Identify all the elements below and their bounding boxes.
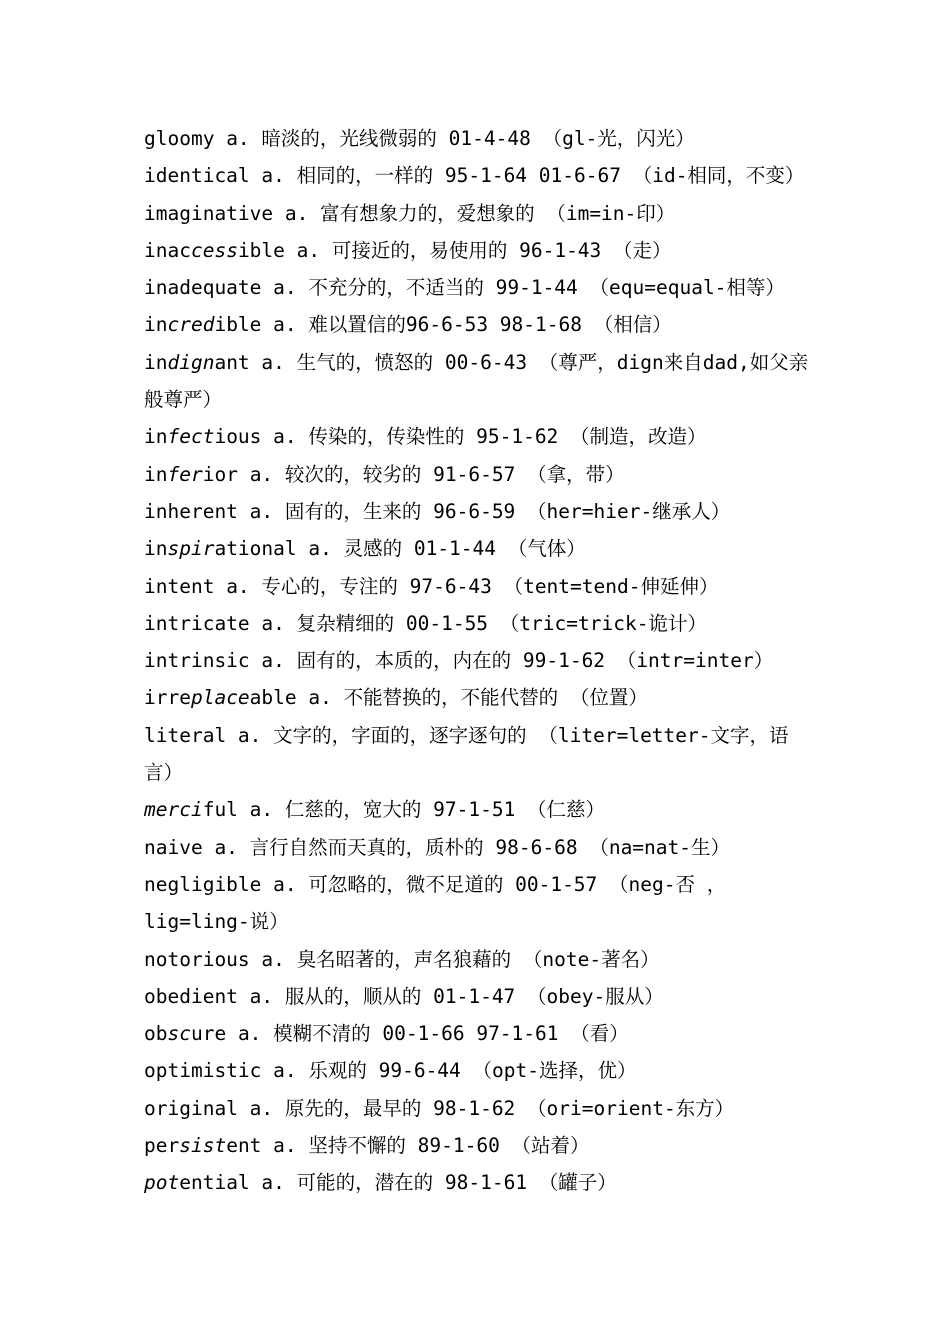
word-root: dign <box>167 350 215 374</box>
word-root: cred <box>167 313 215 337</box>
entry-definition: a. 固有的，生来的 96-6-59 （her=hier-继承人） <box>237 499 731 523</box>
word-suffix: inadequate <box>144 276 262 300</box>
word-suffix: intricate <box>144 611 250 635</box>
vocab-entry <box>144 1015 816 1052</box>
vocab-entry <box>144 306 816 343</box>
entry-definition: a. 暗淡的，光线微弱的 01-4-48 （gl-光，闪光） <box>214 127 695 150</box>
entry-definition: a. 可能的，潜在的 98-1-61 （罐子） <box>249 1171 617 1195</box>
entry-word <box>144 985 238 1008</box>
entry-word <box>144 724 226 747</box>
word-suffix: ential <box>179 1171 250 1195</box>
word-root: merci <box>144 798 203 822</box>
entry-word <box>144 463 238 486</box>
vocab-entry <box>144 1127 816 1164</box>
entry-word <box>144 164 250 187</box>
vocab-entry <box>144 642 816 679</box>
entry-word <box>144 537 297 560</box>
vocab-entry <box>144 232 816 269</box>
entry-definition: a. 固有的，本质的，内在的 99-1-62 （intr=inter） <box>249 649 774 673</box>
word-suffix: able <box>249 686 297 710</box>
entry-definition: a. 可忽略的，微不足道的 00-1-57 （neg-否 ，lig=ling-说） <box>144 872 727 934</box>
word-suffix: ior <box>202 462 238 486</box>
vocab-entry <box>144 568 816 605</box>
vocab-entry <box>144 605 816 642</box>
entry-word <box>144 798 238 821</box>
vocab-entry <box>144 941 816 978</box>
entry-word <box>144 1134 261 1157</box>
word-root: fer <box>167 462 203 486</box>
word-suffix: ible <box>237 238 285 262</box>
word-suffix: notorious <box>144 947 250 971</box>
vocab-entry <box>144 679 816 716</box>
entry-word <box>144 948 250 971</box>
entry-word <box>144 276 261 299</box>
word-root: sc <box>167 1022 191 1046</box>
entry-word <box>144 351 250 374</box>
word-prefix: in <box>144 313 168 337</box>
word-suffix: ent <box>226 1134 262 1158</box>
entry-word <box>144 1022 226 1045</box>
entry-definition: a. 原先的，最早的 98-1-62 （ori=orient-东方） <box>237 1096 735 1120</box>
word-suffix: inherent <box>144 499 238 523</box>
word-prefix: in <box>144 462 168 486</box>
word-suffix: ful <box>202 798 238 822</box>
word-suffix: original <box>144 1096 238 1120</box>
entry-word <box>144 836 203 859</box>
word-suffix: ant <box>214 350 250 374</box>
word-suffix: ious <box>214 425 262 449</box>
entry-definition: a. 服从的，顺从的 01-1-47 （obey-服从） <box>237 984 664 1008</box>
word-suffix: intent <box>144 574 215 598</box>
entry-definition: a. 臭名昭著的，声名狼藉的 （note-著名） <box>249 947 660 971</box>
entry-definition: a. 灵感的 01-1-44 （气体） <box>296 537 586 561</box>
word-prefix: in <box>144 350 168 374</box>
entry-definition: a. 可接近的，易使用的 96-1-43 （走） <box>284 238 672 262</box>
entry-definition: a. 不充分的，不适当的 99-1-44 （equ=equal-相等） <box>261 276 785 300</box>
entry-definition: a. 不能替换的，不能代替的 （位置） <box>296 686 648 710</box>
word-suffix: ure <box>190 1022 227 1046</box>
entry-word <box>144 313 261 336</box>
word-suffix: imaginative <box>144 201 274 225</box>
word-prefix: per <box>144 1134 180 1158</box>
entry-word <box>144 873 261 896</box>
word-suffix: gloomy <box>144 127 215 150</box>
vocab-entry <box>144 120 816 157</box>
entry-word <box>144 500 238 523</box>
word-root: spir <box>167 537 215 561</box>
entry-definition: a. 较次的，较劣的 91-6-57 （拿，带） <box>237 462 625 486</box>
vocab-entry <box>144 456 816 493</box>
entry-word <box>144 575 214 598</box>
word-suffix: intrinsic <box>144 649 250 673</box>
entry-definition: a. 仁慈的，宽大的 97-1-51 （仁慈） <box>237 798 606 822</box>
word-suffix: literal <box>144 723 227 747</box>
word-prefix: ob <box>144 1022 168 1046</box>
word-root: sist <box>179 1134 227 1158</box>
entry-word <box>144 127 214 150</box>
entry-definition: a. 富有想象力的，爱想象的 （im=in-印） <box>273 201 676 225</box>
entry-word <box>144 649 250 672</box>
vocab-entry <box>144 717 816 792</box>
entry-word <box>144 425 261 448</box>
vocab-entry <box>144 791 816 828</box>
vocab-entry <box>144 829 816 866</box>
entry-definition: a. 专心的，专注的 97-6-43 （tent=tend-伸延伸） <box>214 574 719 598</box>
vocab-entry <box>144 344 816 419</box>
word-root: pot <box>144 1171 180 1195</box>
entry-definition: a. 复杂精细的 00-1-55 （tric=trick-诡计） <box>249 611 707 635</box>
entry-definition: a. 相同的，一样的 95-1-64 01-6-67 （id-相同，不变） <box>249 164 805 188</box>
word-suffix: optimistic <box>144 1059 262 1083</box>
word-prefix: irre <box>144 686 191 710</box>
word-root: place <box>190 686 250 710</box>
vocab-entry <box>144 269 816 306</box>
word-suffix: negligible <box>144 872 262 896</box>
entry-definition: a. 坚持不懈的 89-1-60 （站着） <box>261 1134 590 1158</box>
entry-word <box>144 202 273 225</box>
entry-definition: a. 文字的，字面的，逐字逐句的 （liter=letter-文字，语言） <box>144 723 789 785</box>
vocab-entry <box>144 195 816 232</box>
word-suffix: obedient <box>144 984 238 1008</box>
word-suffix: naive <box>144 835 203 859</box>
vocab-entry <box>144 978 816 1015</box>
entry-word <box>144 612 250 635</box>
vocab-entry <box>144 866 816 941</box>
vocab-entry <box>144 493 816 530</box>
vocab-entry <box>144 157 816 194</box>
vocab-entry <box>144 418 816 455</box>
entry-definition: a. 乐观的 99-6-44 （opt-选择，优） <box>261 1059 637 1083</box>
word-root: cess <box>190 238 238 262</box>
entry-word <box>144 239 285 262</box>
vocab-entry <box>144 1164 816 1201</box>
word-root: fect <box>167 425 215 449</box>
vocab-entry <box>144 1052 816 1089</box>
entry-definition: a. 生气的，愤怒的 00-6-43 （尊严，dign来自dad,如父亲般尊严） <box>144 350 809 412</box>
word-prefix: in <box>144 537 168 561</box>
entry-word <box>144 1097 238 1120</box>
entry-word <box>144 686 297 709</box>
vocab-entry <box>144 530 816 567</box>
entry-definition: a. 传染的，传染性的 95-1-62 （制造，改造） <box>261 425 707 449</box>
word-prefix: in <box>144 425 168 449</box>
entry-definition: a. 难以置信的96-6-53 98-1-68 （相信） <box>261 313 672 337</box>
word-prefix: inac <box>144 238 191 262</box>
vocab-entry <box>144 1090 816 1127</box>
entry-word <box>144 1171 250 1194</box>
vocabulary-list <box>144 120 816 1202</box>
word-suffix: ational <box>214 537 297 561</box>
word-suffix: identical <box>144 164 250 188</box>
entry-word <box>144 1059 261 1082</box>
word-suffix: ible <box>214 313 262 337</box>
entry-definition: a. 言行自然而天真的，质朴的 98-6-68 （na=nat-生） <box>202 835 731 859</box>
entry-definition: a. 模糊不清的 00-1-66 97-1-61 （看） <box>226 1022 629 1046</box>
